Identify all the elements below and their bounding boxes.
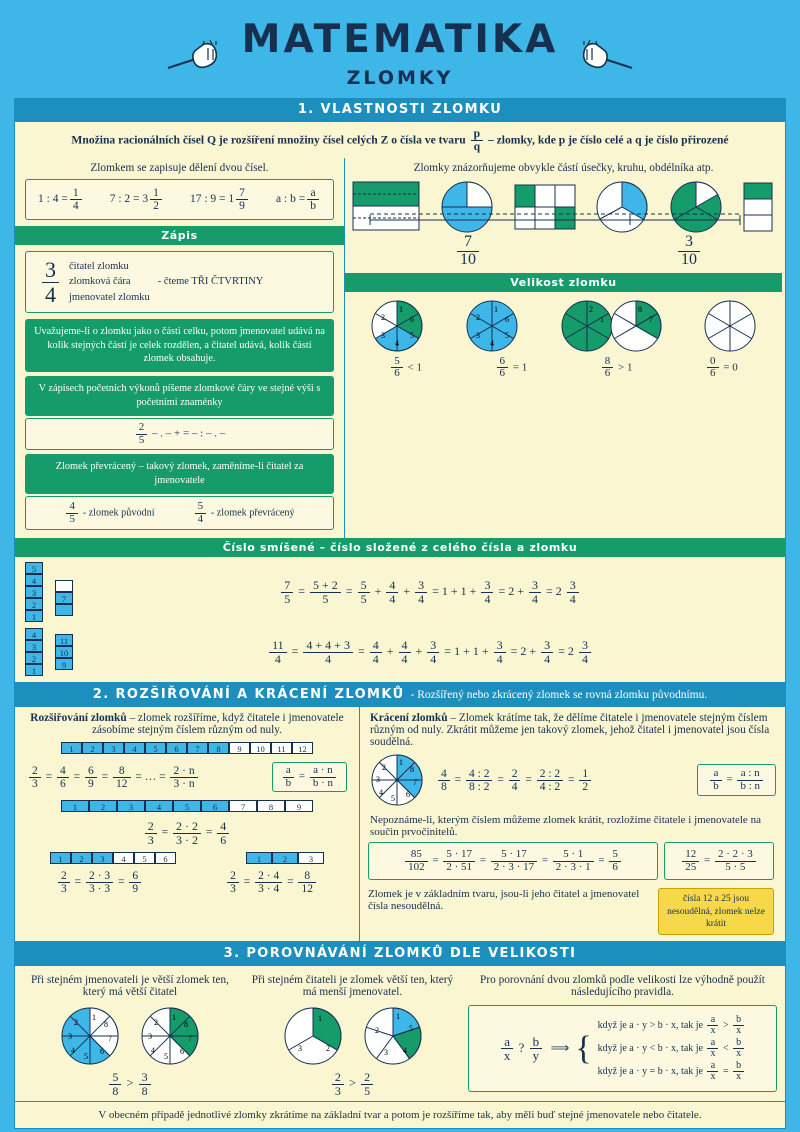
svg-text:3: 3	[383, 1048, 388, 1058]
pie-kraceni	[366, 752, 428, 808]
mixed-equation-2: $\frac{11}{4}$ = $\frac{4 + 4 + 3}{4}$ = $\frac{4}{4}$ + $\frac{4}{4}$ + $\frac{3}{4}$ = 1 + 1 + $\frac{3}{4}$ = 2 + $\frac{3}{4}$ = 2 $\frac{3}{4}$	[85, 635, 775, 669]
rozsirovani-caption: Rozšiřování zlomků – zlomek rozšíříme, když čitatele i jmenovatele zásobíme stejným číslem různým od nuly.	[30, 712, 344, 737]
section3-band: 3. POROVNÁVÁNÍ ZLOMKŮ DLE VELIKOSTI	[14, 942, 786, 965]
mixed-stack-2: 4 3 2 1	[25, 628, 43, 676]
reciprocal-box: Zlomek převrácený – takový zlomek, zaměníme-li čitatel za jmenovatele	[25, 454, 334, 494]
rule-list	[598, 1014, 746, 1083]
rule-question: $\frac{a}{x}$ ? $\frac{b}{y}$ ⟹	[499, 1035, 569, 1063]
strip-9: 1 2 3 4 5 6 7 8 9	[15, 800, 359, 812]
rozsirovani-row1: $\frac{2}{3}$ = $\frac{4}{6}$ = $\frac{6}{9}$ = $\frac{8}{12}$ = … = $\frac{2 \cdot n}{3 \cdot n}$ $\frac{a}{b}$ = $\frac{a \cdot n}{b \cdot n}$	[15, 758, 359, 796]
svg-text:2: 2	[74, 1018, 78, 1028]
number-line-block	[345, 205, 782, 271]
intro-text-a: Množina racionálních čísel Q je rozšíření množiny čísel celých Z o čísla ve tvaru	[71, 133, 466, 147]
page-title: MATEMATIKA	[241, 17, 559, 62]
velikost-item: $\frac{0}{6}$ = 0	[705, 356, 738, 380]
svg-text:4: 4	[402, 1046, 407, 1056]
pie-6-6	[461, 298, 523, 354]
intro-text-b: – zlomky, kde p je číslo celé a q je číslo přirozené	[487, 133, 729, 147]
svg-text:6: 6	[100, 1047, 104, 1057]
cmp-pies-1	[15, 1001, 245, 1067]
basic-form-text: Zlomek je v základním tvaru, jsou-li jeho čitatel a jmenovatel čísla nesoudělná.	[368, 888, 640, 913]
cmp-caption-3: Pro porovnání dvou zlomků podle velikosti lze výhodně použít následujícího pravidla.	[480, 974, 765, 999]
svg-text:2: 2	[475, 312, 480, 322]
svg-text:8: 8	[184, 1020, 188, 1030]
division-examples-box	[25, 179, 334, 220]
svg-text:1: 1	[600, 314, 605, 324]
zapis-label-2: zlomková čára	[69, 276, 131, 288]
svg-text:5: 5	[84, 1052, 88, 1062]
svg-text:1: 1	[395, 1012, 400, 1022]
svg-text:2: 2	[589, 304, 594, 314]
poster-header	[14, 17, 786, 98]
svg-text:7: 7	[413, 778, 417, 788]
poster-footer: V obecném případě jednotlivé zlomky zkrátíme na základní tvar a potom je rozšíříme tak, aby měli buď stejné jmenovatele nebo čitatele.	[14, 1102, 786, 1129]
rule-item: když je a · y = b · x, tak je $\frac{a}{x}$ = $\frac{b}{x}$	[598, 1060, 746, 1083]
svg-text:4: 4	[379, 788, 383, 798]
pie-5-6	[366, 298, 428, 354]
brace-icon: {	[575, 1030, 592, 1068]
svg-text:3: 3	[68, 1032, 72, 1042]
section1-body	[14, 121, 786, 683]
cmp-expr-2: $\frac{2}{3}$ > $\frac{2}{5}$	[245, 1067, 460, 1101]
svg-text:1: 1	[172, 1013, 176, 1023]
svg-text:4: 4	[151, 1046, 155, 1056]
section1-band: 1. VLASTNOSTI ZLOMKU	[14, 98, 786, 121]
svg-text:6: 6	[409, 314, 414, 324]
svg-text:4: 4	[71, 1046, 75, 1056]
strip-12: 1 2 3 4 5 6 7 8 9 10 11 12	[15, 742, 359, 754]
svg-text:6: 6	[504, 314, 509, 324]
coprime-equation: $\frac{12}{25}$ = $\frac{2 \cdot 2 \cdot 3}{5 \cdot 5}$	[664, 842, 774, 880]
hand-pointer-right-icon	[574, 38, 634, 82]
svg-text:5: 5	[504, 330, 509, 340]
pie-0-6	[699, 298, 761, 354]
svg-text:7: 7	[649, 314, 654, 324]
svg-text:6: 6	[180, 1047, 184, 1057]
prime-factor-equation: $\frac{85}{102}$ = $\frac{5 \cdot 17}{2 \cdot 51}$ = $\frac{5 \cdot 17}{2 \cdot 3 \cdot 17}$ = $\frac{5 \cdot 1}{2 \cdot 3 \cdot 1}$ = $\frac{5}{6}$	[368, 842, 658, 880]
kraceni-mid-text: Nepoznáme-li, kterým číslem můžeme zlomek krátit, rozložíme čitatele i jmenovatele na součin prvočinitelů.	[370, 814, 761, 839]
rule-item: když je a · y < b · x, tak je $\frac{a}{x}$ < $\frac{b}{x}$	[598, 1037, 746, 1060]
mixed-side-2: 11 10 9	[55, 634, 73, 670]
division-example: 1 : 4 = $\frac{1}{4}$	[38, 187, 84, 212]
bar-fraction-diagram	[742, 179, 776, 235]
svg-text:7: 7	[108, 1034, 112, 1044]
velikost-pies	[345, 292, 782, 354]
coprime-note: čísla 12 a 25 jsou nesoudělná, zlomek nelze krátit	[658, 888, 774, 935]
svg-text:8: 8	[104, 1020, 108, 1030]
mixed-side-1: 7	[55, 580, 73, 616]
svg-text:5: 5	[409, 330, 414, 340]
rozsirovani-row2: $\frac{2}{3}$ = $\frac{2 \cdot 2}{3 \cdot 2}$ = $\frac{4}{6}$	[15, 816, 359, 850]
mixed-stack-1: 5 4 3 2 1	[25, 562, 43, 622]
reciprocal-example: $\frac{4}{5}$ - zlomek původní $\frac{5}{4}$ - zlomek převrácený	[25, 496, 334, 530]
cmp-pies-2	[245, 1001, 460, 1067]
fraction-bar-height-box: V zápisech početních výkonů píšeme zlomkové čáry ve stejné výši s početními znaménky	[25, 376, 334, 416]
mixed-equation-1: $\frac{7}{5}$ = $\frac{5 + 2}{5}$ = $\frac{5}{5}$ + $\frac{4}{4}$ + $\frac{3}{4}$ = 1 + 1 + $\frac{3}{4}$ = 2 + $\frac{3}{4}$ = 2 $\frac{3}{4}$	[85, 575, 775, 609]
number-line	[365, 211, 745, 229]
whole-part-box: Uvažujeme-li o zlomku jako o části celku, potom jmenovatel udává na kolik stejných částí je celek rozdělen, a čitatel udává, kolik částí zlomek obsahuje.	[25, 319, 334, 373]
pie-5-8	[57, 1005, 123, 1067]
section3-body	[14, 965, 786, 1102]
svg-text:5: 5	[391, 794, 395, 804]
fraction-bar-example: $\frac{2}{5}$ – . – + = – : – . –	[25, 418, 334, 450]
kraceni-caption: Krácení zlomků – Zlomek krátíme tak, že dělíme čitatele i jmenovatele stejným číslem různým od nuly. Zkrátit můžeme jen takový zlomek, jehož čitatel i jmenovatel jsou čísla soudělná.	[370, 712, 770, 749]
svg-text:1: 1	[92, 1013, 96, 1023]
svg-text:6: 6	[406, 790, 410, 800]
cmp-caption-1: Při stejném jmenovateli je větší zlomek ten, který má větší čitatel	[31, 974, 229, 999]
section2-band	[14, 683, 786, 706]
velikost-labels	[345, 354, 782, 384]
hand-pointer-left-icon	[166, 38, 226, 82]
section2-body	[14, 706, 786, 942]
svg-text:8: 8	[638, 304, 643, 314]
section2-subtitle: - Rozšířený nebo zkrácený zlomek se rovná zlomku původnímu.	[410, 689, 708, 702]
pie-2-5	[360, 1005, 426, 1067]
section1-intro	[15, 122, 785, 158]
rozsirovani-row3: $\frac{2}{3}$ = $\frac{2 \cdot 3}{3 \cdot 3}$ = $\frac{6}{9}$ $\frac{2}{3}$ = $\frac{2 \cdot 4}{3 \cdot 4}$ = $\frac{8}{12}$	[15, 866, 359, 895]
rule-box	[468, 1005, 777, 1092]
velikost-item: $\frac{5}{6}$ < 1	[389, 356, 422, 380]
velikost-item: $\frac{6}{6}$ = 1	[495, 356, 528, 380]
mixed-band: Číslo smíšené – číslo složené z celého čísla a zlomku	[15, 538, 785, 557]
svg-text:5: 5	[408, 1024, 413, 1034]
division-example: 17 : 9 = 1 $\frac{7}{9}$	[190, 187, 250, 212]
cmp-caption-2: Při stejném čitateli je zlomek větší ten, který má menší jmenovatel.	[251, 974, 454, 999]
svg-text:1: 1	[399, 758, 403, 768]
svg-text:2: 2	[154, 1018, 158, 1028]
numberline-label-2: $\frac{3}{10}$	[678, 234, 700, 269]
svg-text:3: 3	[297, 1044, 302, 1054]
zapis-label-1: čitatel zlomku	[69, 261, 129, 273]
svg-text:2: 2	[325, 1044, 330, 1054]
svg-text:4: 4	[489, 338, 494, 348]
zapis-fraction: $\frac{3}{4}$	[42, 258, 59, 305]
svg-text:3: 3	[148, 1032, 152, 1042]
svg-text:2: 2	[374, 1026, 379, 1036]
zapis-label-3: jmenovatel zlomku	[69, 291, 150, 303]
svg-text:1: 1	[493, 304, 498, 314]
division-example: 7 : 2 = 3 $\frac{1}{2}$	[110, 187, 164, 212]
svg-text:3: 3	[475, 330, 480, 340]
pie-8-6	[556, 298, 666, 354]
svg-text:1: 1	[317, 1014, 322, 1024]
intro-fraction: $\frac{p}{q}$	[471, 128, 483, 153]
svg-text:5: 5	[164, 1052, 168, 1062]
cmp-expr-1: $\frac{5}{8}$ > $\frac{3}{8}$	[15, 1067, 245, 1101]
visualise-caption: Zlomky znázorňujeme obvykle částí úsečky, kruhu, obdélníka atp.	[413, 162, 714, 175]
pie-2-3	[280, 1005, 346, 1067]
svg-text:3: 3	[376, 775, 380, 785]
page-subtitle: ZLOMKY	[346, 67, 454, 89]
numberline-label-1: $\frac{7}{10}$	[457, 234, 479, 269]
pie-3-8	[137, 1005, 203, 1067]
velikost-band: Velikost zlomku	[345, 273, 782, 292]
division-caption: Zlomkem se zapisuje dělení dvou čísel.	[90, 162, 269, 175]
svg-text:3: 3	[380, 330, 385, 340]
svg-text:7: 7	[188, 1034, 192, 1044]
svg-text:1: 1	[398, 304, 403, 314]
section2-title: 2. ROZŠIŘOVÁNÍ A KRÁCENÍ ZLOMKŮ	[92, 687, 405, 703]
zapis-read: - čteme TŘI ČTVRTINY	[157, 275, 264, 287]
zapis-band: Zápis	[15, 226, 344, 245]
svg-text:2: 2	[382, 763, 386, 773]
division-example: a : b = $\frac{a}{b}$	[276, 187, 321, 212]
rule-item: když je a · y > b · x, tak je $\frac{a}{x}$ > $\frac{b}{x}$	[598, 1014, 746, 1037]
svg-text:2: 2	[380, 312, 385, 322]
zapis-box	[25, 251, 334, 312]
mixed-content	[15, 557, 785, 682]
kraceni-equation: $\frac{4}{8}$ = $\frac{4 : 2}{8 : 2}$ = $\frac{2}{4}$ = $\frac{2 : 2}{4 : 2}$ = $\frac{1}{2}$	[436, 768, 593, 793]
svg-text:8: 8	[410, 765, 414, 775]
kraceni-general: $\frac{a}{b}$ = $\frac{a : n}{b : n}$	[697, 764, 776, 796]
svg-text:4: 4	[394, 338, 399, 348]
velikost-item: $\frac{8}{6}$ > 1	[600, 356, 633, 380]
strips-row3: 1 2 3 4 5 6 1 2 3	[15, 850, 359, 866]
